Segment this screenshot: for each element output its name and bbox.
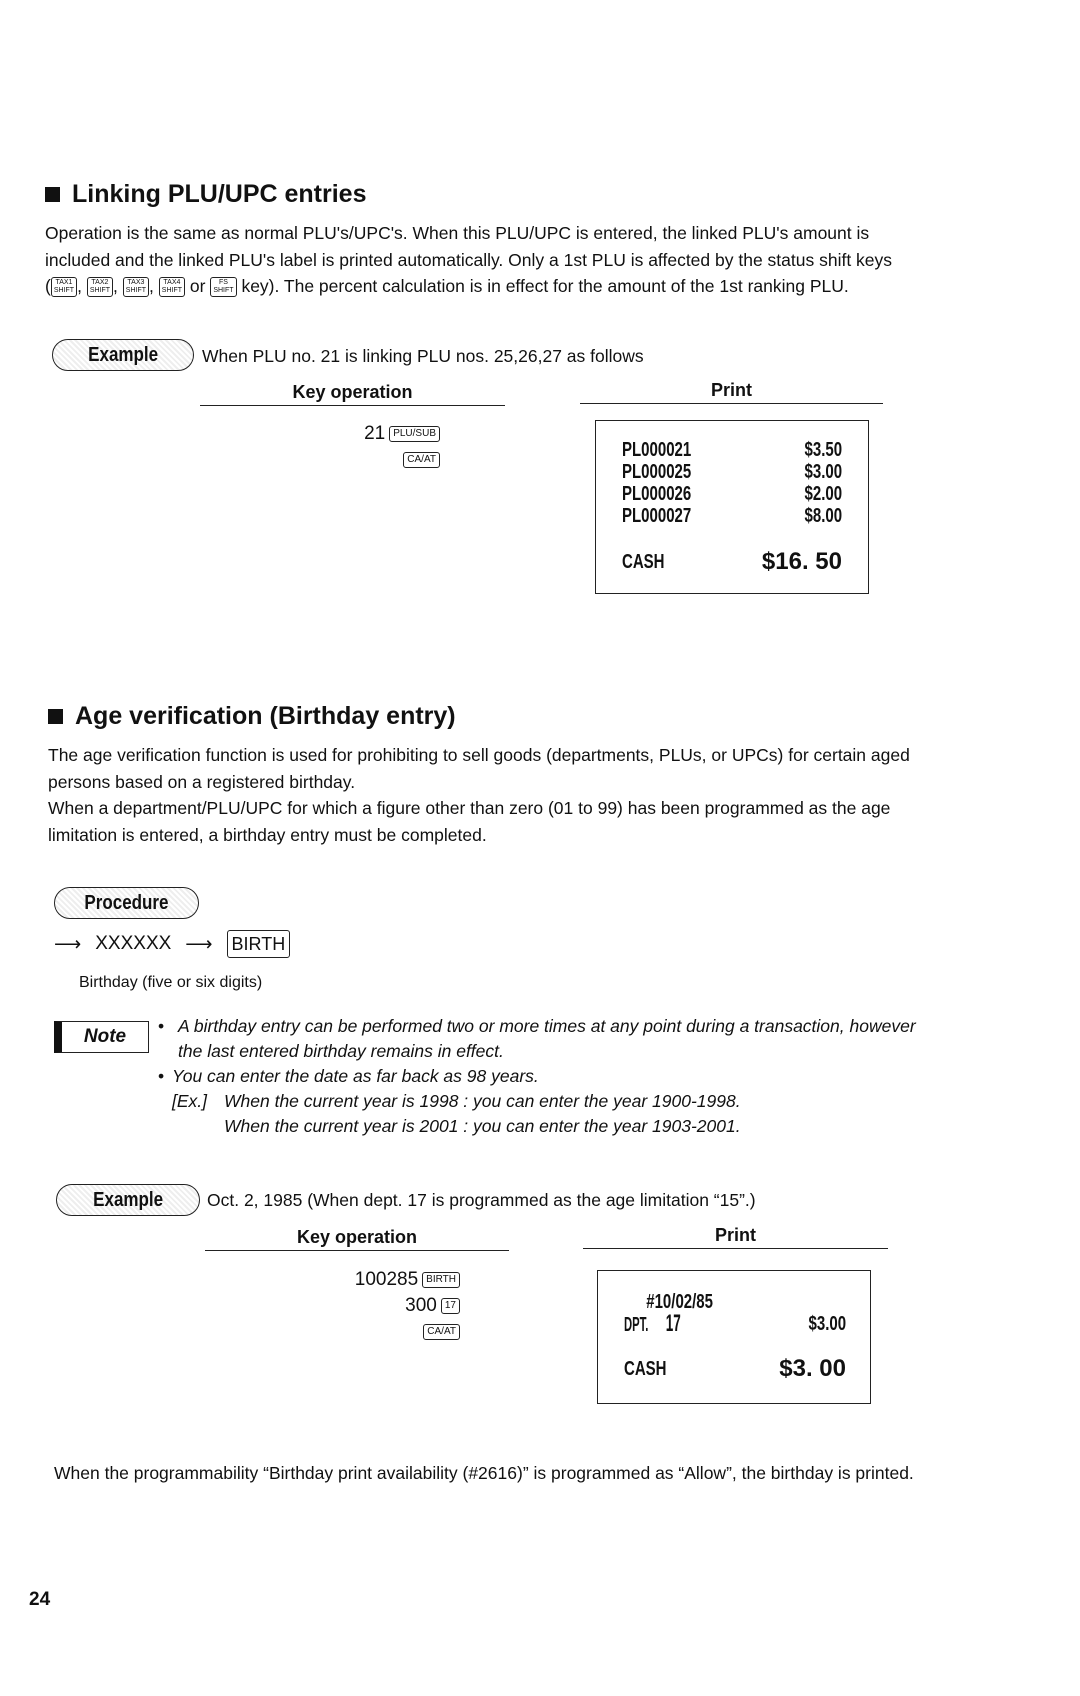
dept-number: 17 <box>665 1310 681 1337</box>
key-bottom: SHIFT <box>161 287 183 295</box>
footer-note: When the programmability “Birthday print availability (#2616)” is programmed as “Allow”, the birthday is printed. <box>54 1463 914 1483</box>
receipt-total <box>624 1355 846 1382</box>
print-header: Print <box>580 380 883 404</box>
example-text: Oct. 2, 1985 (When dept. 17 is programmed as the age limitation “15”.) <box>207 1190 756 1210</box>
key-op-row <box>270 1319 460 1345</box>
key-op-row <box>250 421 440 447</box>
section-heading-age-verification <box>48 702 456 731</box>
key-bottom: SHIFT <box>89 287 111 295</box>
receipt-date <box>624 1291 846 1313</box>
receipt-line <box>622 439 842 461</box>
total-label: CASH <box>622 551 665 573</box>
receipt-total <box>622 548 842 575</box>
key-bottom: SHIFT <box>53 287 75 295</box>
square-bullet-icon <box>45 187 60 202</box>
example-badge <box>56 1184 200 1216</box>
key-operation-header: Key operation <box>200 382 505 406</box>
tax4-shift-key <box>159 277 185 297</box>
note-example <box>158 1089 1058 1114</box>
para-line: limitation is entered, a birthday entry must be completed. <box>48 824 487 845</box>
key-top: TAX3 <box>127 279 145 287</box>
badge-text: Procedure <box>84 891 169 914</box>
receipt-amount: $3.50 <box>804 439 842 461</box>
example-badge <box>52 339 194 371</box>
fs-shift-key <box>210 277 236 297</box>
para-line: When a department/PLU/UPC for which a figure other than zero (01 to 99) has been programmed as the age <box>48 798 891 818</box>
key-top: TAX4 <box>163 279 181 287</box>
birth-key: BIRTH <box>227 930 291 958</box>
total-label: CASH <box>624 1358 667 1380</box>
receipt-label: PL000021 <box>622 439 692 461</box>
note-list <box>158 1014 1058 1139</box>
procedure-caption: Birthday (five or six digits) <box>79 974 263 991</box>
tax2-shift-key <box>87 277 113 297</box>
key-top: TAX1 <box>55 279 73 287</box>
key-bottom: SHIFT <box>125 287 147 295</box>
comma: , <box>149 276 154 296</box>
procedure-flow <box>54 930 290 958</box>
dept-label <box>624 1310 681 1337</box>
para-line: included and the linked PLU's label is printed automatically. Only a 1st PLU is affected by the status shift keys <box>45 249 893 270</box>
heading-text: Age verification (Birthday entry) <box>75 702 456 730</box>
receipt-line <box>622 483 842 505</box>
procedure-badge <box>54 887 199 919</box>
tax1-shift-key <box>51 277 77 297</box>
tax3-shift-key <box>123 277 149 297</box>
linking-paragraph <box>45 220 1055 300</box>
print-header: Print <box>583 1225 888 1249</box>
key-op-row <box>250 447 440 473</box>
plu-sub-key: PLU/SUB <box>389 426 440 442</box>
paren: ( <box>45 276 51 296</box>
badge-text: Example <box>88 343 158 366</box>
note-item <box>158 1064 1058 1089</box>
age-paragraph <box>48 742 1058 848</box>
key-op-value: 100285 <box>354 1269 419 1290</box>
key-op-value: 21 <box>364 423 386 444</box>
note-badge <box>54 1021 149 1053</box>
birthday-date: #10/02/85 <box>646 1291 713 1313</box>
arrow-right-icon: ⟶ <box>54 933 82 955</box>
key-op-value: 300 <box>405 1295 437 1316</box>
key-op-row <box>270 1267 460 1293</box>
receipt-amount: $3.00 <box>808 1313 846 1335</box>
procedure-input: XXXXXX <box>95 933 172 954</box>
bullet: • <box>158 1066 165 1086</box>
total-amount: $3. 00 <box>779 1355 846 1382</box>
receipt-line <box>622 461 842 483</box>
key-operation-list <box>250 421 440 473</box>
note-item <box>158 1014 1058 1039</box>
ca-at-key: CA/AT <box>403 452 440 468</box>
note-item-cont: the last entered birthday remains in effect. <box>178 1041 504 1061</box>
para-line: persons based on a registered birthday. <box>48 771 356 792</box>
key-operation-header: Key operation <box>205 1227 509 1251</box>
note-text: When the current year is 2001 : you can enter the year 1903-2001. <box>224 1116 741 1136</box>
key-operation-list <box>270 1267 460 1345</box>
para-line: The age verification function is used for prohibiting to sell goods (departments, PLUs, or UPCs) for certain aged <box>48 745 910 765</box>
receipt-label: PL000027 <box>622 505 692 527</box>
receipt-print <box>595 420 869 594</box>
receipt-label: PL000025 <box>622 461 692 483</box>
note-text: You can enter the date as far back as 98 years. <box>172 1066 539 1086</box>
section-heading-linking <box>45 180 366 209</box>
note-text: When the current year is 1998 : you can enter the year 1900-1998. <box>224 1091 741 1111</box>
ca-at-key: CA/AT <box>423 1324 460 1340</box>
badge-text: Note <box>83 1026 127 1047</box>
dept-text: DPT. <box>624 1314 649 1336</box>
page-number: 24 <box>29 1589 51 1610</box>
key-top: FS <box>218 279 228 287</box>
or-text: or <box>189 276 206 296</box>
receipt-amount: $3.00 <box>804 461 842 483</box>
note-text: A birthday entry can be performed two or more times at any point during a transaction, however <box>178 1016 916 1036</box>
bullet: • <box>158 1016 165 1036</box>
receipt-amount: $2.00 <box>804 483 842 505</box>
receipt-amount: $8.00 <box>804 505 842 527</box>
dept-17-key: 17 <box>441 1298 460 1314</box>
receipt-line <box>624 1310 846 1337</box>
arrow-right-icon: ⟶ <box>185 933 213 955</box>
comma: , <box>113 276 118 296</box>
key-op-row <box>270 1293 460 1319</box>
example-text: When PLU no. 21 is linking PLU nos. 25,26,27 as follows <box>202 346 644 366</box>
heading-text: Linking PLU/UPC entries <box>72 180 367 208</box>
receipt-label: PL000026 <box>622 483 692 505</box>
para-line: Operation is the same as normal PLU's/UPC's. When this PLU/UPC is entered, the linked PLU's amount is <box>45 223 870 243</box>
key-top: TAX2 <box>91 279 109 287</box>
comma: , <box>77 276 82 296</box>
key-bottom: SHIFT <box>213 287 234 295</box>
total-amount: $16. 50 <box>761 548 842 575</box>
para-text: key). The percent calculation is in effect for the amount of the 1st ranking PLU. <box>241 276 849 296</box>
receipt-line <box>622 505 842 527</box>
square-bullet-icon <box>48 709 63 724</box>
badge-text: Example <box>93 1188 163 1211</box>
receipt-print <box>597 1270 871 1404</box>
para-line <box>45 273 1055 300</box>
ex-label: [Ex.] <box>172 1091 208 1111</box>
birth-key: BIRTH <box>422 1272 460 1288</box>
